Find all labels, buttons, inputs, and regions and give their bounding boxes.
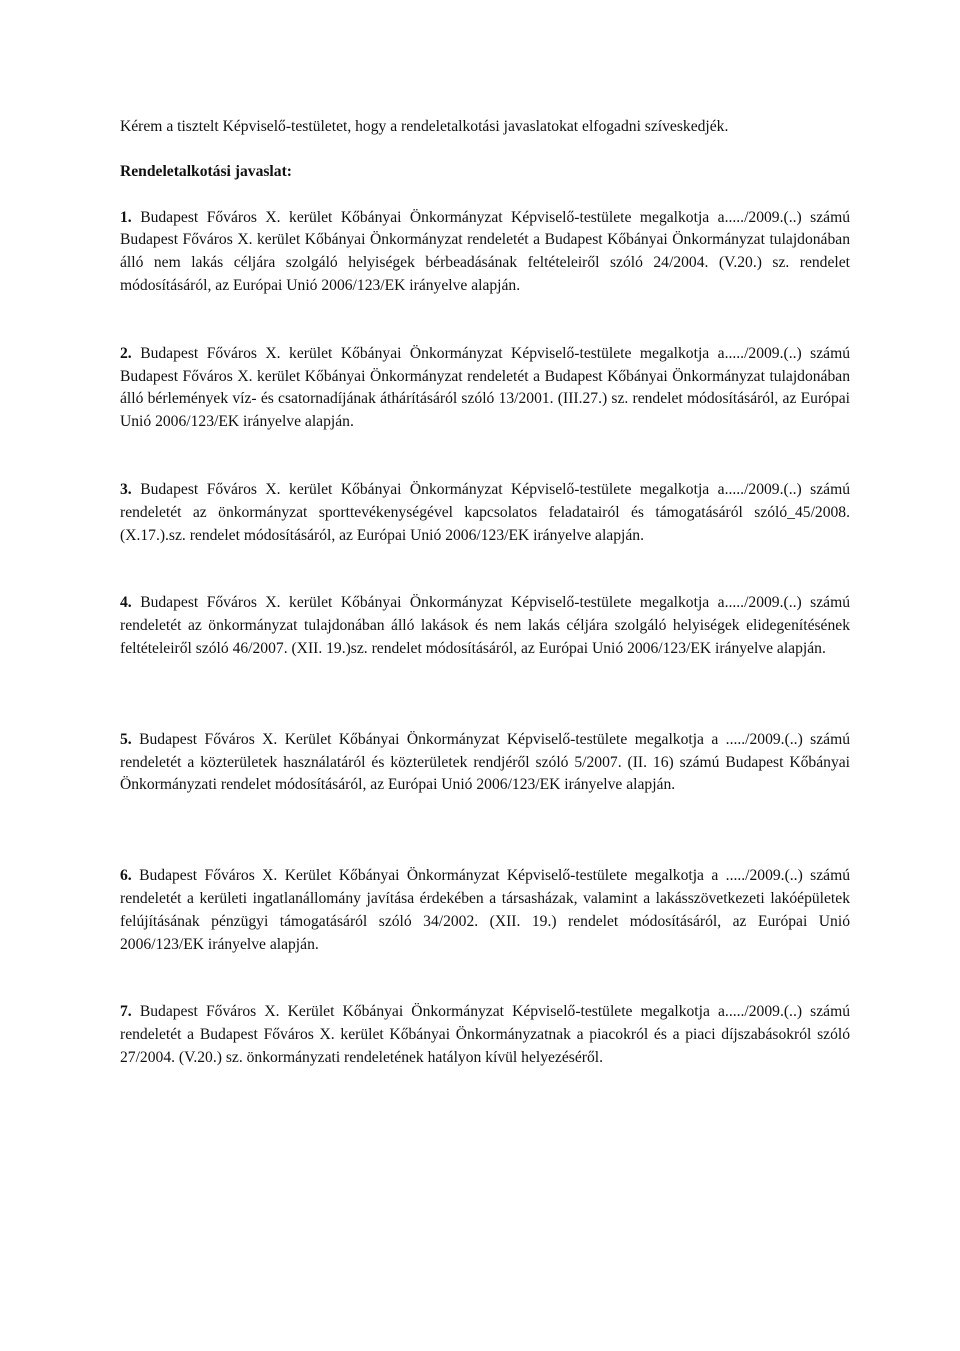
- item-number: 4.: [120, 594, 132, 612]
- proposal-item-7: [120, 1001, 850, 1069]
- item-text: Budapest Főváros X. kerület Kőbányai Önkormányzat Képviselő-testülete megalkotja a...../2009.(..) számú rendeletét az önkormányzat tulajdonában álló lakások és nem lakás céljára szolgáló helyiségek elidegenítésének feltételeiről szóló 46/2007. (XII. 19.)sz. rendelet módosításáról, az Európai Unió 2006/123/EK irányelve alapján.: [120, 594, 850, 657]
- section-heading: Rendeletalkotási javaslat:: [120, 162, 292, 180]
- item-number: 7.: [120, 1003, 132, 1021]
- proposal-item-6: [120, 865, 850, 956]
- item-text: Budapest Főváros X. Kerület Kőbányai Önkormányzat Képviselő-testülete megalkotja a...../2009.(..) számú rendeletét a Budapest Főváros X. kerület Kőbányai Önkormányzatnak a piacokról és a piaci díjszabásokról szóló 27/2004. (V.20.) sz. önkormányzati rendeletének hatályon kívül helyezéséről.: [120, 1003, 850, 1066]
- item-text: Budapest Főváros X. kerület Kőbányai Önkormányzat Képviselő-testülete megalkotja a...../2009.(..) számú rendeletét az önkormányzat sporttevékenységével kapcsolatos feladatairól és támogatásáról szóló_45/2008.(X.17.).sz. rendelet módosításáról, az Európai Unió 2006/123/EK irányelve alapján.: [120, 480, 850, 544]
- item-text: Budapest Főváros X. kerület Kőbányai Önkormányzat Képviselő-testülete megalkotja a...../2009.(..) számú Budapest Főváros X. kerület Kőbányai Önkormányzat rendeletét a Budapest Kőbányai Önkormányzat tulajdonában álló bérlemények víz- és csatornadíjának áthárításáról szóló 13/2001. (III.27.) sz. rendelet módosításáról, az Európai Unió 2006/123/EK irányelve alapján.: [120, 344, 850, 431]
- item-number: 2.: [120, 344, 132, 362]
- item-number: 5.: [120, 730, 132, 748]
- proposal-item-1: [120, 207, 850, 298]
- item-number: 1.: [120, 208, 132, 226]
- proposal-item-3: [120, 479, 850, 547]
- item-number: 3.: [120, 480, 132, 498]
- intro-paragraph: Kérem a tisztelt Képviselő-testületet, hogy a rendeletalkotási javaslatokat elfogadni szíveskedjék.: [120, 118, 729, 135]
- document-page: [120, 116, 850, 1070]
- proposal-item-5: [120, 729, 850, 797]
- item-number: 6.: [120, 867, 132, 885]
- item-text: Budapest Főváros X. Kerület Kőbányai Önkormányzat Képviselő-testülete megalkotja a ...../2009.(..) számú rendeletét a kerületi ingatlanállomány javítása érdekében a társasházak, valamint a lakásszövetkezeti lakóépületek felújításának pénzügyi támogatásáról szóló 34/2002. (XII. 19.) rendelet módosításáról, az Európai Unió 2006/123/EK irányelve alapján.: [120, 867, 850, 953]
- proposal-item-2: [120, 343, 850, 434]
- item-text: Budapest Főváros X. Kerület Kőbányai Önkormányzat Képviselő-testülete megalkotja a ...../2009.(..) számú rendeletét a közterületek használatáról és közterületek rendjéről szóló 5/2007. (II. 16) számú Budapest Kőbányai Önkormányzati rendelet módosításáról, az Európai Unió 2006/123/EK irányelve alapján.: [120, 730, 850, 794]
- item-text: Budapest Főváros X. kerület Kőbányai Önkormányzat Képviselő-testülete megalkotja a...../2009.(..) számú Budapest Főváros X. kerület Kőbányai Önkormányzat rendeletét a Budapest Kőbányai Önkormányzat tulajdonában álló nem lakás céljára szolgáló helyiségek bérbeadásának feltételeiről szóló 24/2004. (V.20.) sz. rendelet módosításáról, az Európai Unió 2006/123/EK irányelve alapján.: [120, 208, 850, 294]
- proposal-item-4: [120, 592, 850, 660]
